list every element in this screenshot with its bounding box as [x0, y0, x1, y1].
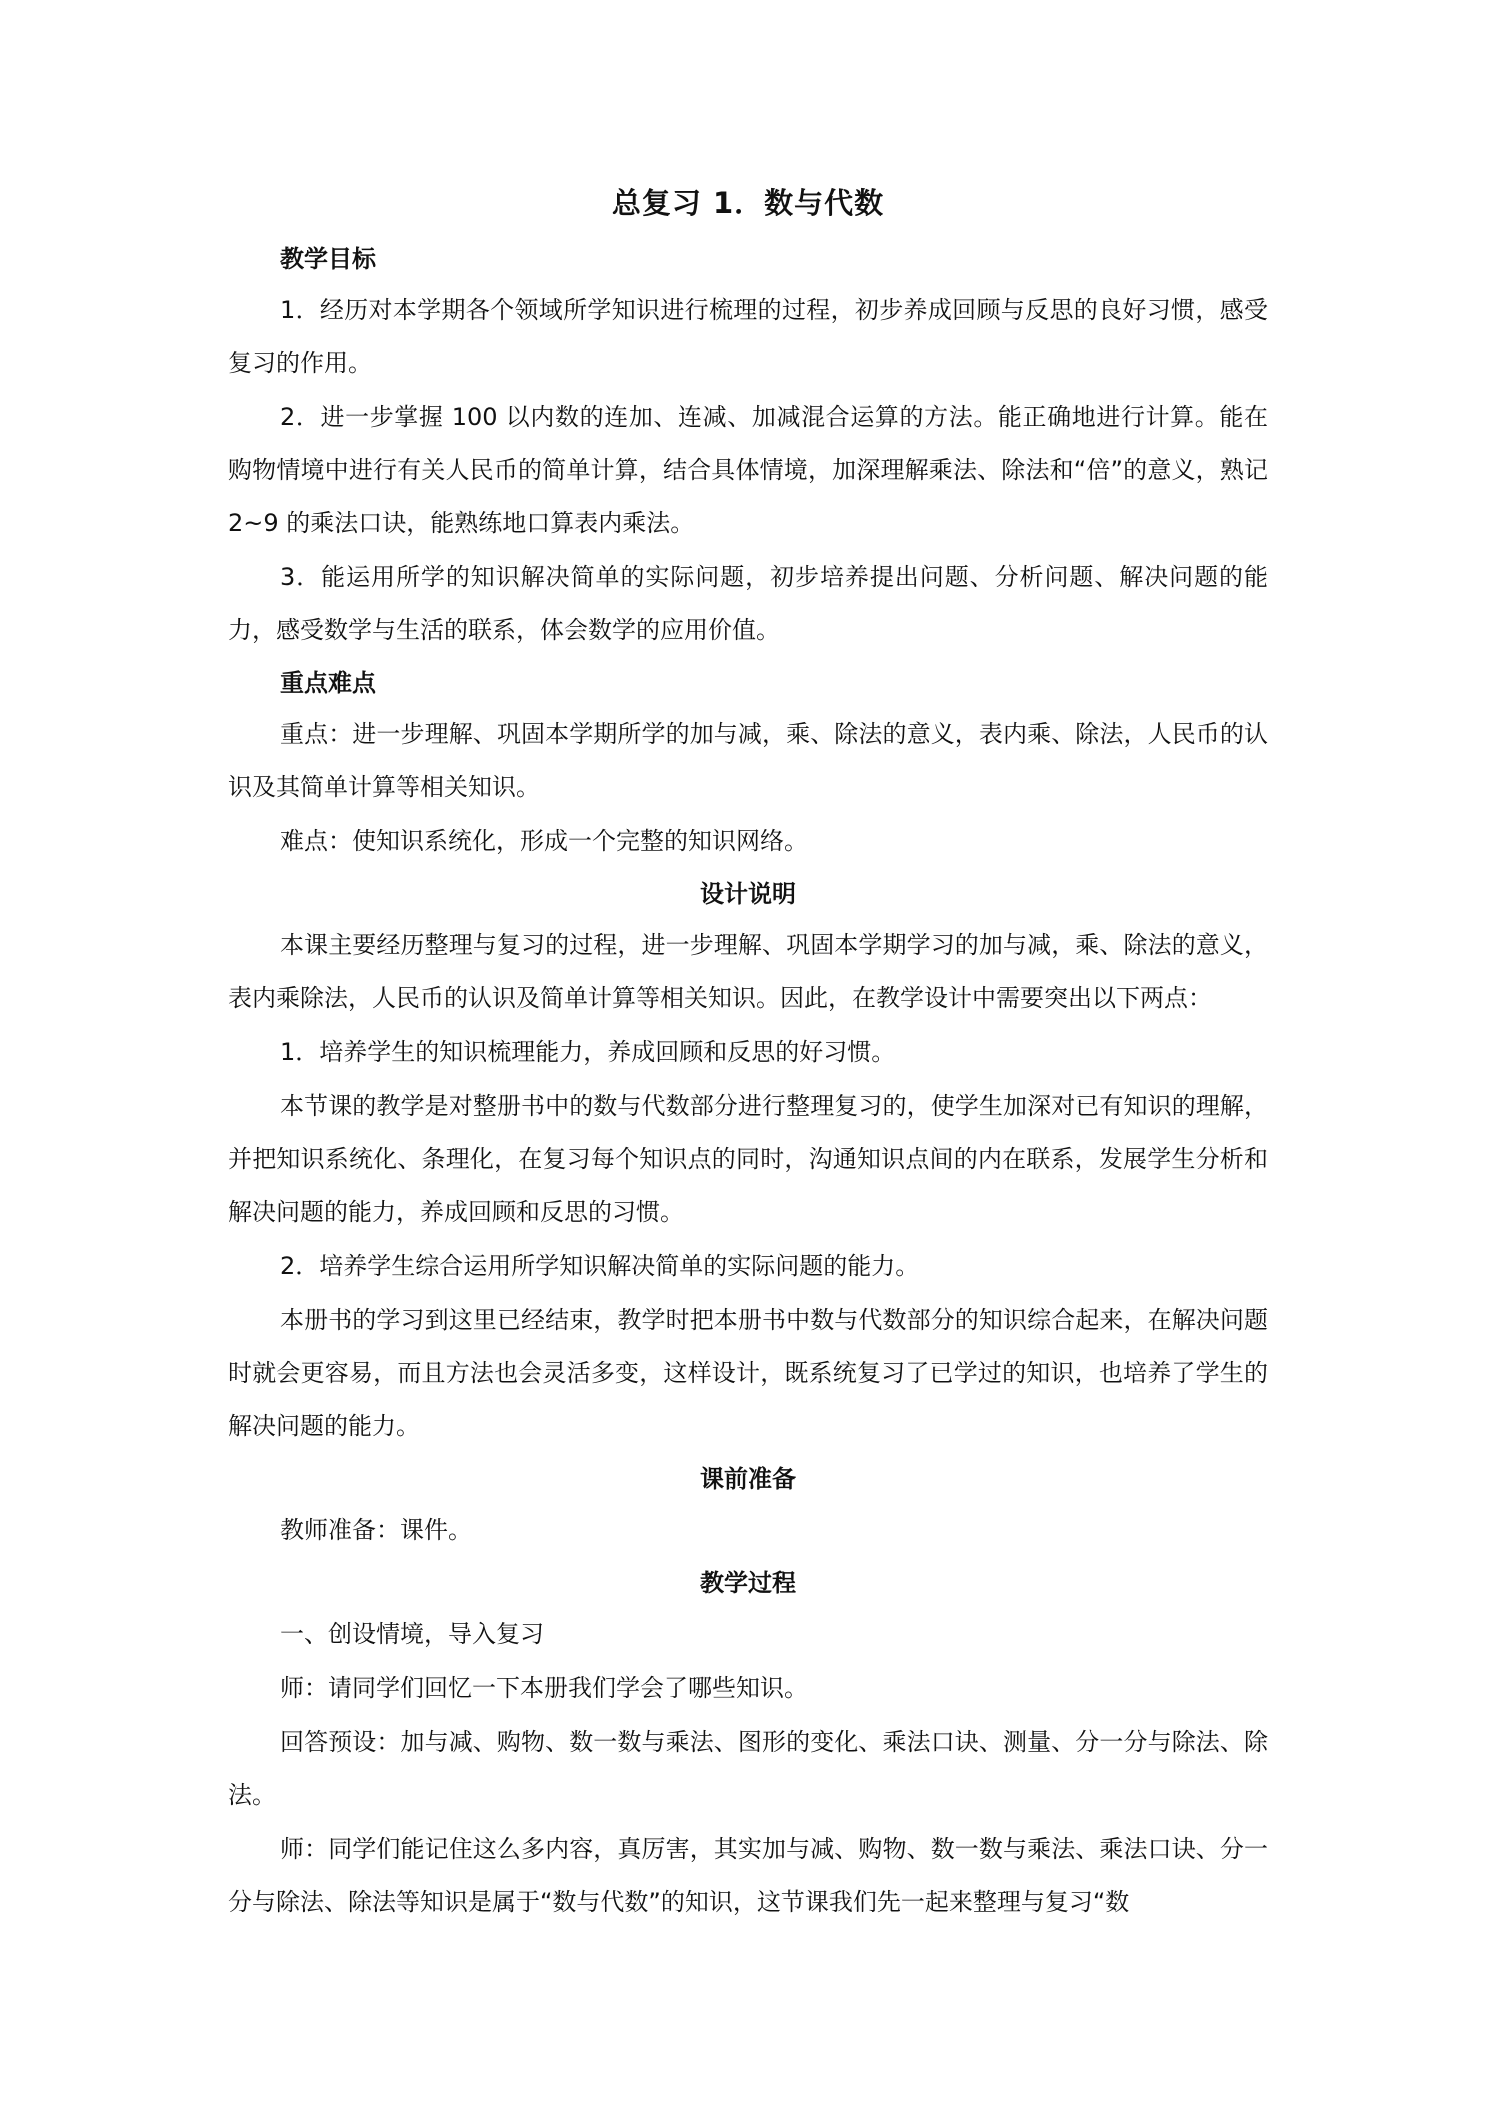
- section-heading-process: 教学过程: [700, 1569, 796, 1597]
- design-paragraph-1: 本课主要经历整理与复习的过程，进一步理解、巩固本学期学习的加与减，乘、除法的意义，表内乘除法，人民币的认识及简单计算等相关知识。因此，在教学设计中需要突出以下两点：: [228, 931, 1268, 1012]
- process-paragraph-3: 回答预设：加与减、购物、数一数与乘法、图形的变化、乘法口诀、测量、分一分与除法、除法。: [228, 1728, 1268, 1809]
- design-paragraph-4: 2．培养学生综合运用所学知识解决简单的实际问题的能力。: [280, 1252, 920, 1280]
- process-paragraph-4: 师：同学们能记住这么多内容，真厉害，其实加与减、购物、数一数与乘法、乘法口诀、分一分与除法、除法等知识是属于“数与代数”的知识，这节课我们先一起来整理与复习“数: [228, 1835, 1268, 1916]
- document-page: [228, 178, 1268, 1930]
- objective-item-2: 2．进一步掌握 100 以内数的连加、连减、加减混合运算的方法。能正确地进行计算。能在购物情境中进行有关人民币的简单计算，结合具体情境，加深理解乘法、除法和“倍”的意义，熟记 2~9 的乘法口诀，能熟练地口算表内乘法。: [228, 403, 1268, 537]
- keypoint-key: 重点：进一步理解、巩固本学期所学的加与减，乘、除法的意义，表内乘、除法，人民币的认识及其简单计算等相关知识。: [228, 720, 1268, 801]
- section-heading-preparation: 课前准备: [700, 1465, 796, 1493]
- process-paragraph-1: 一、创设情境，导入复习: [280, 1620, 544, 1648]
- process-paragraph-2: 师：请同学们回忆一下本册我们学会了哪些知识。: [280, 1674, 808, 1702]
- section-heading-objectives: 教学目标: [280, 245, 376, 273]
- design-paragraph-2: 1．培养学生的知识梳理能力，养成回顾和反思的好习惯。: [280, 1038, 896, 1066]
- section-heading-design: 设计说明: [700, 880, 796, 908]
- objective-item-1: 1．经历对本学期各个领域所学知识进行梳理的过程，初步养成回顾与反思的良好习惯，感受复习的作用。: [228, 296, 1268, 377]
- design-paragraph-5: 本册书的学习到这里已经结束，教学时把本册书中数与代数部分的知识综合起来，在解决问题时就会更容易，而且方法也会灵活多变，这样设计，既系统复习了已学过的知识，也培养了学生的解决问题的能力。: [228, 1306, 1268, 1440]
- design-paragraph-3: 本节课的教学是对整册书中的数与代数部分进行整理复习的，使学生加深对已有知识的理解，并把知识系统化、条理化，在复习每个知识点的同时，沟通知识点间的内在联系，发展学生分析和解决问题的能力，养成回顾和反思的习惯。: [228, 1092, 1268, 1226]
- section-heading-keypoints: 重点难点: [280, 669, 376, 697]
- objective-item-3: 3．能运用所学的知识解决简单的实际问题，初步培养提出问题、分析问题、解决问题的能力，感受数学与生活的联系，体会数学的应用价值。: [228, 563, 1268, 644]
- keypoint-difficulty: 难点：使知识系统化，形成一个完整的知识网络。: [280, 827, 808, 855]
- document-title: 总复习 1．数与代数: [611, 186, 885, 220]
- preparation-paragraph: 教师准备：课件。: [280, 1516, 472, 1544]
